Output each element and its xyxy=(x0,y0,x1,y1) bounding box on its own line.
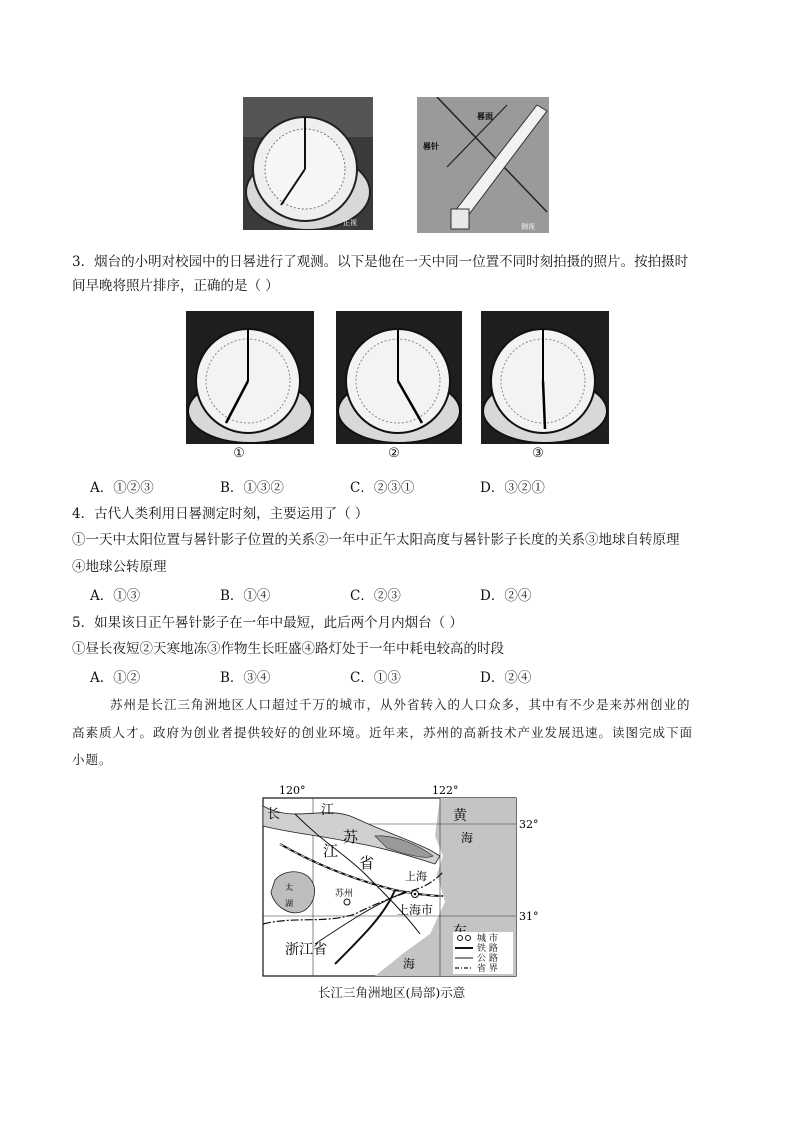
svg-text:正视: 正视 xyxy=(343,219,357,227)
label-gnomon: 晷针 xyxy=(423,141,439,151)
q5-statements: ①昼长夜短②天寒地冻③作物生长旺盛④路灯处于一年中耗电较高的时段 xyxy=(72,641,504,657)
sundial-photo-2 xyxy=(336,311,462,444)
map-caption: 长江三角洲地区(局部)示意 xyxy=(318,985,466,1000)
q3-option-c[interactable]: C．②③① xyxy=(350,480,415,496)
q4-stem: 4．古代人类利用日晷测定时刻，主要运用了（ ） xyxy=(72,506,369,522)
label-huang: 黄 xyxy=(453,808,467,824)
label-chang: 长 xyxy=(267,807,281,822)
lat-32: 32° xyxy=(519,818,539,831)
q5-options xyxy=(90,666,610,686)
photo-caption-3: ③ xyxy=(532,446,544,461)
legend-city: 城 市 xyxy=(477,934,498,944)
label-suzhou: 苏州 xyxy=(335,889,354,899)
q3-option-d[interactable]: D．③②① xyxy=(480,480,545,496)
label-jiangsu-3: 省 xyxy=(359,854,375,872)
q5-option-b[interactable]: B．③④ xyxy=(220,670,271,686)
passage-line1: 苏州是长江三角洲地区人口超过千万的城市，从外省转入的人口众多，其中有不少是来苏州创业的 xyxy=(110,697,691,712)
label-taihu-1: 太 xyxy=(285,883,293,892)
label-shanghai-city: 上海市 xyxy=(397,903,434,917)
label-taihu-2: 湖 xyxy=(285,899,293,908)
yangtze-delta-map xyxy=(255,784,545,999)
lon-122: 122° xyxy=(432,784,459,797)
q3-option-b[interactable]: B．①③② xyxy=(220,480,284,496)
q4-option-b[interactable]: B．①④ xyxy=(220,588,271,604)
passage-line2: 高素质人才。政府为创业者提供较好的创业环境。近年来，苏州的高新技术产业发展迅速。读图完成下面 xyxy=(72,725,694,740)
lon-120: 120° xyxy=(279,784,306,797)
q3-stem-line1: 3．烟台的小明对校园中的日晷进行了观测。以下是他在一天中同一位置不同时刻拍摄的照片。按拍摄时 xyxy=(72,254,689,270)
legend-railway: 铁 路 xyxy=(477,944,498,954)
q5-stem: 5．如果该日正午晷针影子在一年中最短，此后两个月内烟台（ ） xyxy=(72,615,463,631)
label-jiang: 江 xyxy=(321,803,335,818)
photo-caption-2: ② xyxy=(388,446,400,461)
q3-option-a[interactable]: A．①②③ xyxy=(90,480,154,496)
q3-stem-line2: 间早晚将照片排序，正确的是（ ） xyxy=(72,278,279,294)
q5-option-d[interactable]: D．②④ xyxy=(480,670,532,686)
label-shanghai: 上海 xyxy=(405,870,427,883)
sundial-photo-front xyxy=(243,97,373,230)
legend-road: 公 路 xyxy=(477,954,498,964)
q4-statement-line1: ①一天中太阳位置与晷针影子位置的关系②一年中正午太阳高度与晷针影子长度的关系③地球自转原理 xyxy=(72,532,680,548)
photo-caption-1: ① xyxy=(233,446,245,461)
label-zhejiang: 浙江省 xyxy=(285,942,327,958)
q4-statement-line2: ④地球公转原理 xyxy=(72,559,167,575)
q5-option-a[interactable]: A．①② xyxy=(90,670,141,686)
q4-option-a[interactable]: A．①③ xyxy=(90,588,141,604)
q5-option-c[interactable]: C．①③ xyxy=(350,670,401,686)
q4-options xyxy=(90,584,610,604)
sundial-photo-1 xyxy=(186,311,314,444)
passage-line3: 小题。 xyxy=(72,752,113,767)
label-side-view: 侧视 xyxy=(521,223,535,231)
label-jiangsu-2: 苏 xyxy=(343,828,359,846)
sundial-photo-side xyxy=(417,97,549,233)
legend-border: 省 界 xyxy=(477,964,498,974)
label-sundial-face: 晷面 xyxy=(477,111,493,121)
q3-options xyxy=(90,476,610,496)
q4-option-d[interactable]: D．②④ xyxy=(480,588,532,604)
sundial-photo-3 xyxy=(481,311,609,444)
q4-option-c[interactable]: C．②③ xyxy=(350,588,401,604)
label-hai-bottom: 海 xyxy=(403,957,416,971)
lat-31: 31° xyxy=(519,910,539,923)
label-hai-top: 海 xyxy=(461,831,474,845)
label-jiangsu-1: 江 xyxy=(323,842,339,860)
